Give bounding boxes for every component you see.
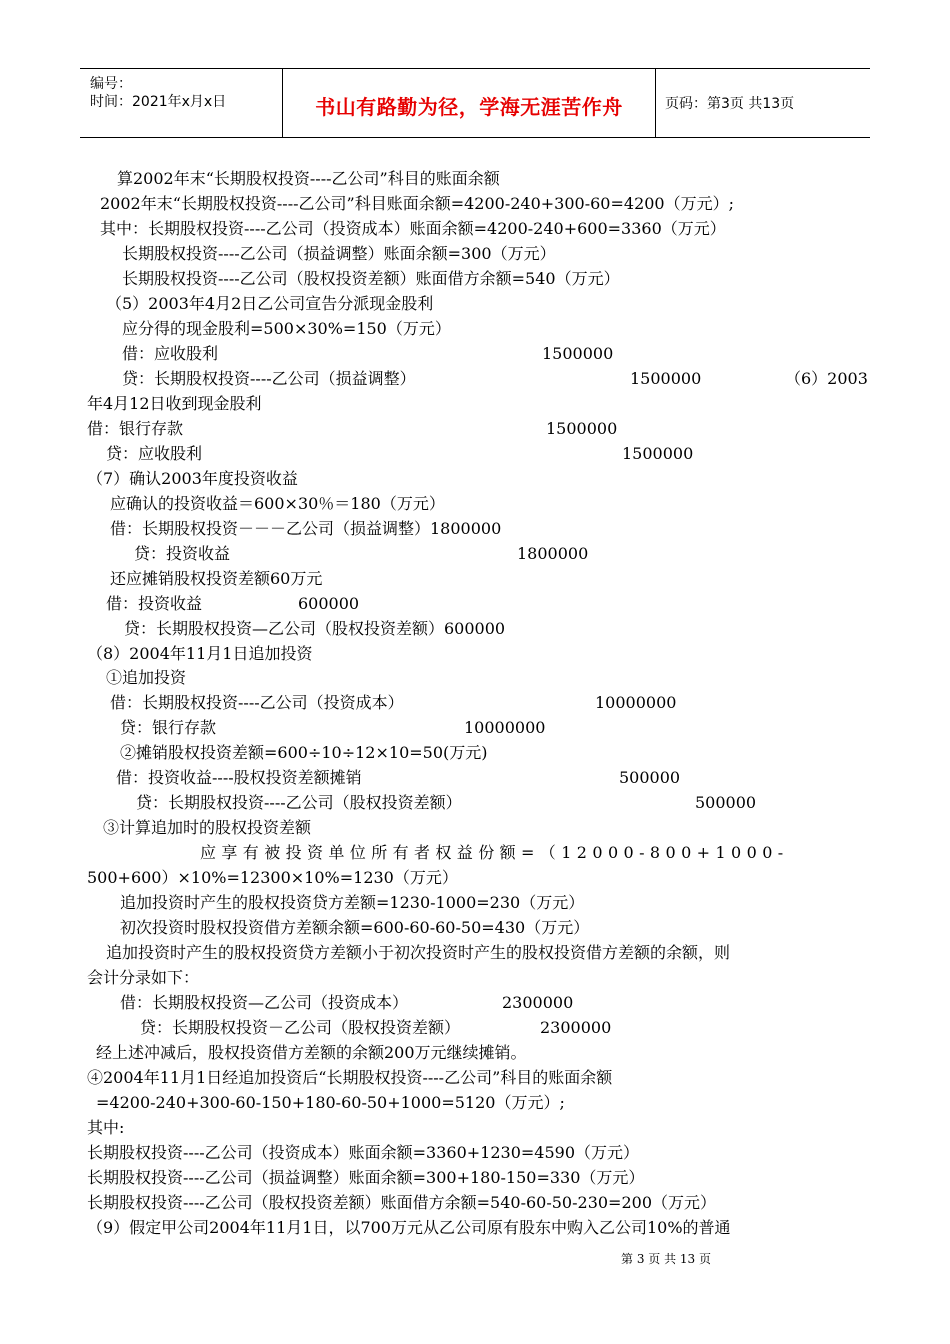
journal-entry-credit: 贷：长期股权投资----乙公司（损益调整） — [122, 369, 416, 388]
text-line: 年4月12日收到现金股利 — [87, 394, 262, 413]
text-line: 初次投资时股权投资借方差额余额=600-60-60-50=430（万元） — [120, 918, 590, 937]
text-line: ④2004年11月1日经追加投资后“长期股权投资----乙公司”科目的账面余额 — [87, 1068, 613, 1087]
entry-amount: 10000000 — [595, 693, 677, 712]
text-line: 长期股权投资----乙公司（损益调整）账面余额=300（万元） — [122, 244, 556, 263]
journal-entry-debit: 借：应收股利 — [122, 344, 219, 363]
text-line: 还应摊销股权投资差额60万元 — [110, 569, 323, 588]
section-heading: （7）确认2003年度投资收益 — [87, 469, 298, 488]
entry-amount: 1500000 — [630, 369, 702, 388]
entry-amount: 500000 — [695, 793, 757, 812]
section-heading: （6）2003 — [785, 369, 868, 388]
journal-entry-credit: 贷：投资收益 — [134, 544, 231, 563]
text-line: 追加投资时产生的股权投资贷方差额=1230-1000=230（万元） — [120, 893, 585, 912]
text-line: 2002年末“长期股权投资----乙公司”科目账面余额=4200-240+300-60=4200（万元）; — [100, 194, 735, 213]
code-label: 编号： — [90, 76, 132, 92]
journal-entry-credit: 贷：长期股权投资—乙公司（股权投资差额）600000 — [124, 619, 506, 638]
text-line: 500+600）×10%=12300×10%=1230（万元） — [87, 868, 458, 887]
text-line: 经上述冲减后，股权投资借方差额的余额200万元继续摊销。 — [96, 1043, 527, 1062]
text-line: ③计算追加时的股权投资差额 — [103, 818, 312, 837]
entry-amount: 1800000 — [517, 544, 589, 563]
text-line: 长期股权投资----乙公司（损益调整）账面余额=300+180-150=330（万元） — [87, 1168, 645, 1187]
journal-entry-debit: 借：长期股权投资－－－乙公司（损益调整）1800000 — [110, 519, 502, 538]
text-line: ②摊销股权投资差额=600÷10÷12×10=50(万元) — [120, 743, 488, 762]
journal-entry-debit: 借：投资收益 — [106, 594, 203, 613]
entry-amount: 1500000 — [622, 444, 694, 463]
journal-entry-credit: 贷：银行存款 — [120, 718, 217, 737]
text-line: 长期股权投资----乙公司（股权投资差额）账面借方余额=540（万元） — [122, 269, 620, 288]
header-info-cell — [80, 69, 283, 137]
page-header — [80, 68, 870, 138]
entry-amount: 10000000 — [464, 718, 546, 737]
journal-entry-credit: 贷：应收股利 — [106, 444, 203, 463]
text-line: （9）假定甲公司2004年11月1日，以700万元从乙公司原有股东中购入乙公司10%的普通 — [87, 1218, 731, 1237]
journal-entry-debit: 借：投资收益----股权投资差额摊销 — [116, 768, 362, 787]
text-line: 算2002年末“长期股权投资----乙公司”科目的账面余额 — [117, 169, 500, 188]
text-line: 追加投资时产生的股权投资贷方差额小于初次投资时产生的股权投资借方差额的余额，则 — [106, 943, 731, 962]
entry-amount: 500000 — [619, 768, 681, 787]
page-info: 页码：第3页 共13页 — [665, 96, 795, 112]
journal-entry-debit: 借：银行存款 — [87, 419, 184, 438]
text-line: 长期股权投资----乙公司（股权投资差额）账面借方余额=540-60-50-230=200（万元） — [87, 1193, 716, 1212]
text-line: 应确认的投资收益＝600×30％＝180（万元） — [110, 494, 445, 513]
entry-amount: 1500000 — [542, 344, 614, 363]
header-motto-cell — [283, 69, 656, 137]
entry-amount: 1500000 — [546, 419, 618, 438]
text-line: 长期股权投资----乙公司（投资成本）账面余额=3360+1230=4590（万元） — [87, 1143, 640, 1162]
text-line: 应分得的现金股利=500×30%=150（万元） — [122, 319, 451, 338]
text-line: 其中：长期股权投资----乙公司（投资成本）账面余额=4200-240+600=3360（万元） — [100, 219, 726, 238]
journal-entry-debit: 借：长期股权投资—乙公司（投资成本） — [120, 993, 409, 1012]
text-line: （5）2003年4月2日乙公司宣告分派现金股利 — [106, 294, 434, 313]
journal-entry-debit: 借：长期股权投资----乙公司（投资成本） — [110, 693, 404, 712]
text-line: 应享有被投资单位所有者权益份额=（12000-800+1000- — [200, 843, 789, 862]
text-line: ①追加投资 — [106, 668, 187, 687]
motto: 书山有路勤为径，学海无涯苦作舟 — [315, 95, 623, 119]
entry-amount: 2300000 — [540, 1018, 612, 1037]
time-label: 时间：2021年x月x日 — [90, 94, 227, 110]
section-heading: （8）2004年11月1日追加投资 — [87, 644, 313, 663]
text-line: =4200-240+300-60-150+180-60-50+1000=5120（万元）; — [96, 1093, 565, 1112]
journal-entry-credit: 贷：长期股权投资－乙公司（股权投资差额） — [140, 1018, 461, 1037]
journal-entry-credit: 贷：长期股权投资----乙公司（股权投资差额） — [136, 793, 462, 812]
text-line: 其中: — [87, 1118, 125, 1137]
entry-amount: 2300000 — [502, 993, 574, 1012]
entry-amount: 600000 — [298, 594, 360, 613]
text-line: 会计分录如下： — [87, 968, 200, 987]
page-footer: 第 3 页 共 13 页 — [621, 1252, 711, 1266]
